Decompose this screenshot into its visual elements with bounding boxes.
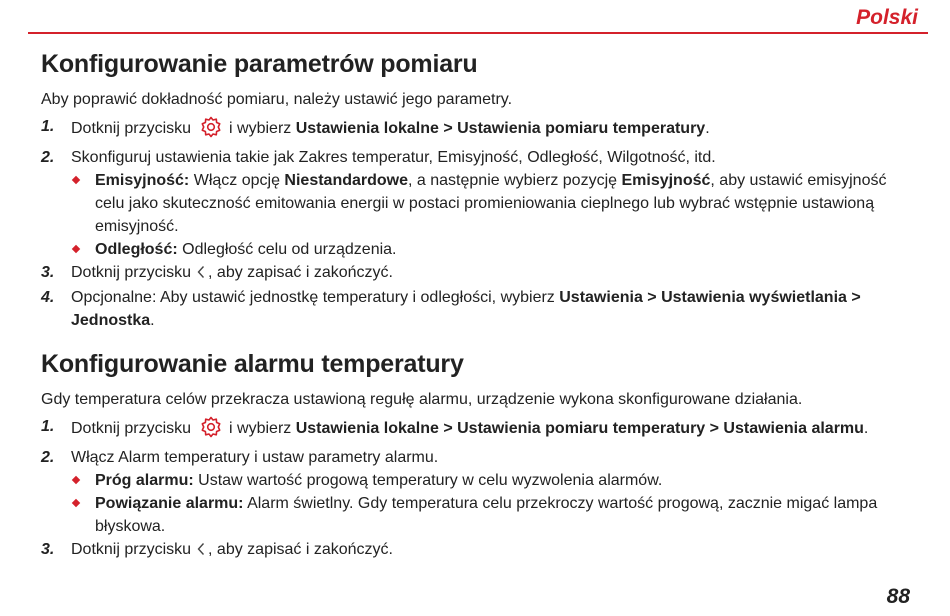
step-text: i wybierz <box>229 420 292 437</box>
step-text: Dotknij przycisku <box>71 420 192 437</box>
section2-step-2 <box>41 446 920 469</box>
bullet-text: , a następnie wybierz pozycję <box>408 172 618 189</box>
section1-bullet-distance <box>41 238 920 261</box>
section1-step-4 <box>41 286 920 332</box>
back-chevron-icon <box>196 540 206 563</box>
bullet-label: Próg alarmu: <box>95 472 194 489</box>
step-number: 1. <box>41 118 55 135</box>
section2 <box>41 350 920 563</box>
header-rule <box>28 32 928 34</box>
section1-step-2 <box>41 146 920 169</box>
step-text: i wybierz <box>229 120 292 137</box>
diamond-bullet-icon <box>72 245 80 253</box>
section2-title: Konfigurowanie alarmu temperatury <box>41 350 464 378</box>
step-number: 2. <box>41 149 55 166</box>
menu-path: Ustawienia lokalne > Ustawienia pomiaru temperatury <box>295 120 706 137</box>
bullet-label: Powiązanie alarmu: <box>95 495 244 512</box>
section1-step-1 <box>41 115 920 146</box>
settings-gear-icon <box>199 115 223 146</box>
step-text: Dotknij przycisku <box>71 541 192 558</box>
step-number: 4. <box>41 289 55 306</box>
bullet-bold: Niestandardowe <box>284 172 409 189</box>
step-number: 1. <box>41 418 55 435</box>
step-text: . <box>863 420 869 437</box>
bullet-text: Włącz opcję <box>193 172 280 189</box>
page-content <box>41 50 920 563</box>
bullet-text: Alarm świetlny. Gdy temperatura celu przekroczy wartość progową, zacznie migać lampa błyskowa. <box>95 495 878 535</box>
menu-path: Ustawienia > Ustawienia wyświetlania > Jednostka <box>71 289 861 329</box>
section1-step-3 <box>41 261 920 286</box>
section2-step-3 <box>41 538 920 563</box>
page-number: 88 <box>886 585 910 608</box>
diamond-bullet-icon <box>72 476 80 484</box>
bullet-text: , aby ustawić emisyjność celu jako skuteczność emitowania energii w postaci promieniowania cieplnego lub wybrać wstępnie ustawioną emisyjność. <box>95 172 887 235</box>
step-text: . <box>150 312 155 329</box>
menu-path: Ustawienia lokalne > Ustawienia pomiaru temperatury > Ustawienia alarmu <box>295 420 864 437</box>
section2-step-1 <box>41 415 920 446</box>
bullet-label: Odległość: <box>95 241 178 258</box>
step-text: Opcjonalne: Aby ustawić jednostkę temperatury i odległości, wybierz <box>71 289 555 306</box>
section1-intro: Aby poprawić dokładność pomiaru, należy ustawić jego parametry. <box>41 91 513 108</box>
section2-intro: Gdy temperatura celów przekracza ustawioną regułę alarmu, urządzenie wykona skonfigurowane działania. <box>41 391 803 408</box>
step-text: . <box>705 120 710 137</box>
language-label: Polski <box>856 6 918 29</box>
bullet-text: Odległość celu od urządzenia. <box>182 241 397 258</box>
step-text: Dotknij przycisku <box>71 120 192 137</box>
section1-bullet-emissivity <box>41 169 920 238</box>
step-text: , aby zapisać i zakończyć. <box>208 541 393 558</box>
bullet-text: Ustaw wartość progową temperatury w celu wyzwolenia alarmów. <box>198 472 663 489</box>
section2-bullet-threshold <box>41 469 920 492</box>
section2-bullet-linkage <box>41 492 920 538</box>
section1-title: Konfigurowanie parametrów pomiaru <box>41 50 478 78</box>
bullet-label: Emisyjność: <box>95 172 190 189</box>
step-text: , aby zapisać i zakończyć. <box>208 264 393 281</box>
diamond-bullet-icon <box>72 499 80 507</box>
bullet-bold: Emisyjność <box>621 172 711 189</box>
diamond-bullet-icon <box>72 176 80 184</box>
settings-gear-icon <box>199 415 223 446</box>
step-text: Skonfiguruj ustawienia takie jak Zakres temperatur, Emisyjność, Odległość, Wilgotność, itd. <box>71 149 716 166</box>
step-number: 2. <box>41 449 55 466</box>
step-text: Dotknij przycisku <box>71 264 192 281</box>
back-chevron-icon <box>196 263 206 286</box>
step-number: 3. <box>41 264 55 281</box>
step-number: 3. <box>41 541 55 558</box>
step-text: Włącz Alarm temperatury i ustaw parametry alarmu. <box>71 449 439 466</box>
